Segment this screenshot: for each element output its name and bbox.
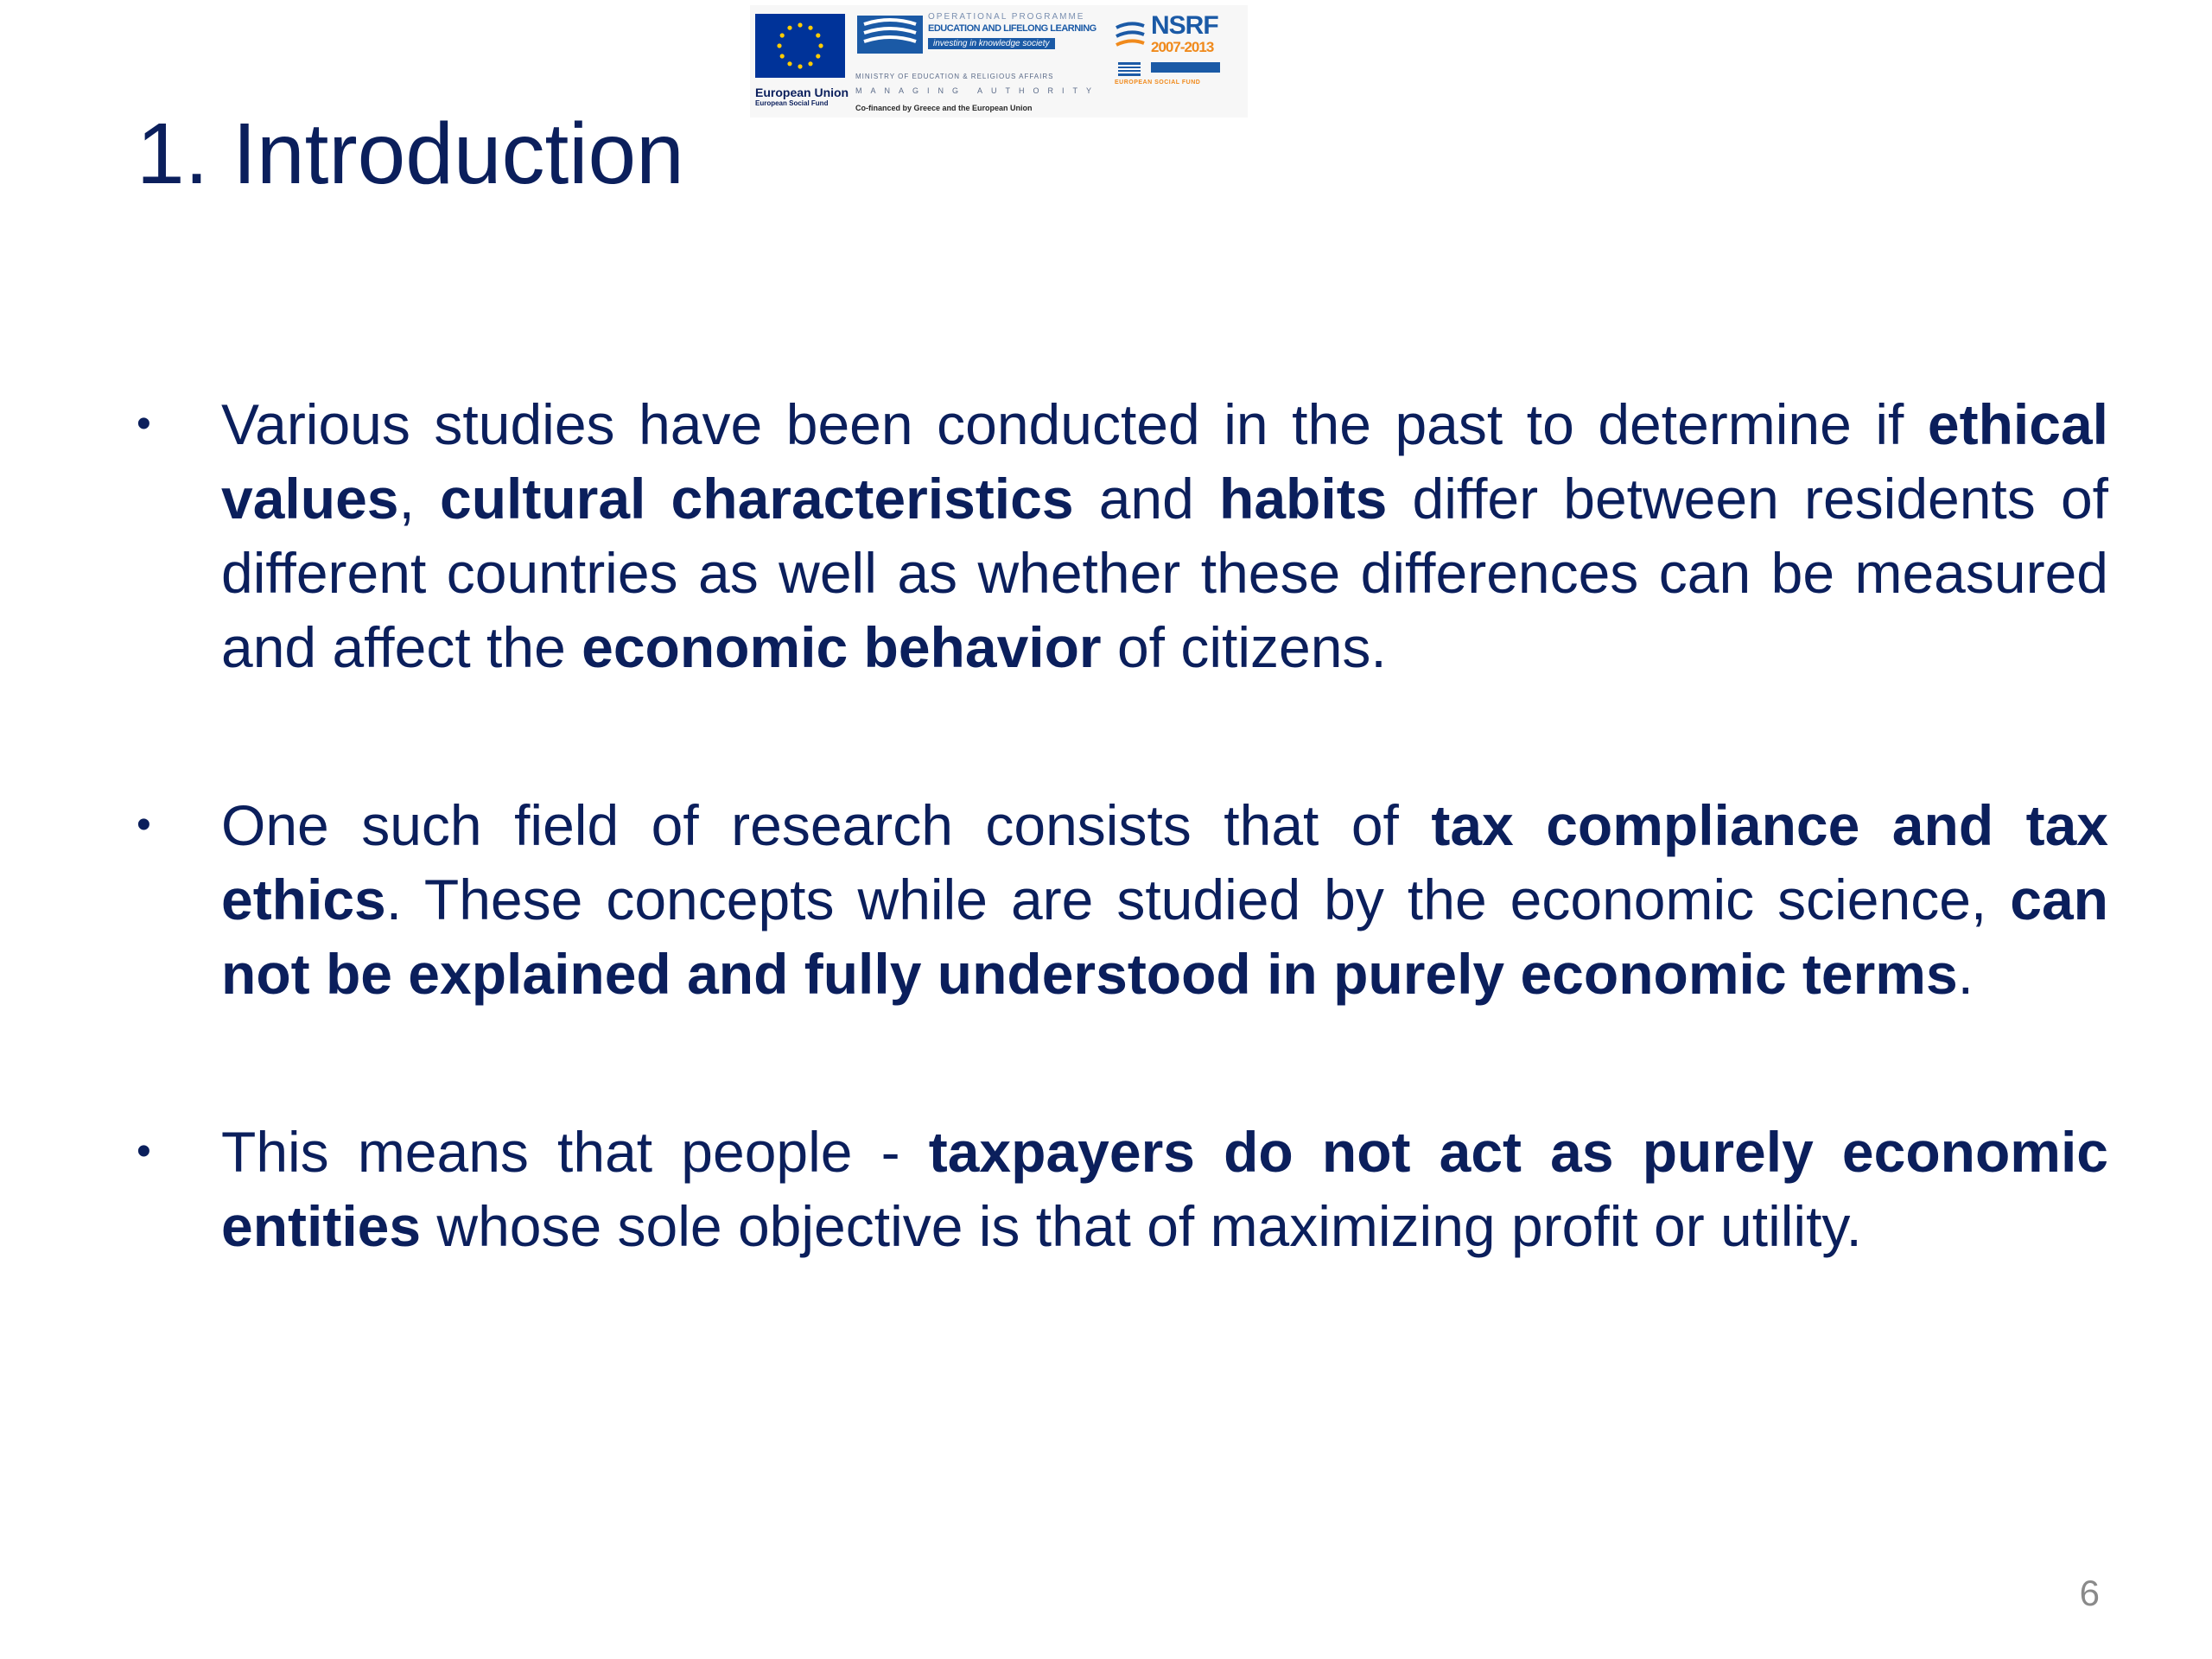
eu-star-icon xyxy=(816,33,820,37)
nsrf-name-text: NSRF xyxy=(1151,11,1218,40)
page-number: 6 xyxy=(2079,1573,2100,1613)
eu-star-icon xyxy=(808,26,812,30)
cofinanced-text: Co-financed by Greece and the European Union xyxy=(855,104,1033,112)
op-slogan-text: investing in knowledge society xyxy=(928,38,1055,49)
bullet-1-text: Various studies have been conducted in the past to determine if xyxy=(221,392,1928,456)
bullet-item-2 xyxy=(130,788,2108,1011)
bullet-icon: • xyxy=(137,1128,151,1174)
bullet-1-bold: cultural characteristics xyxy=(440,467,1074,531)
bullet-item-3 xyxy=(130,1115,2108,1263)
bullet-list xyxy=(130,387,2108,1263)
nsrf-fund-text: EUROPEAN SOCIAL FUND xyxy=(1115,79,1201,86)
eu-star-icon xyxy=(780,54,785,58)
nsrf-bar xyxy=(1151,62,1220,73)
bullet-1-text: , xyxy=(398,467,440,531)
eu-name-text: European Union xyxy=(755,86,849,99)
bullet-2-text: . xyxy=(1957,942,1974,1006)
eu-star-icon xyxy=(816,54,820,58)
funding-logos-banner xyxy=(750,5,1248,118)
bullet-3-text: whose sole objective is that of maximizing profit or utility. xyxy=(421,1194,1862,1258)
bullet-icon: • xyxy=(137,401,151,447)
nsrf-swoosh-icon xyxy=(1115,19,1146,50)
eu-star-icon xyxy=(808,61,812,66)
bullet-icon: • xyxy=(137,802,151,848)
eu-logo xyxy=(755,14,847,107)
eu-star-icon xyxy=(787,26,791,30)
bullet-3-text: This means that people - xyxy=(221,1120,929,1184)
eu-star-icon xyxy=(780,33,785,37)
eu-star-icon xyxy=(787,61,791,66)
greek-flag-icon xyxy=(1118,62,1141,76)
eu-star-icon xyxy=(798,22,802,27)
bullet-1-text: and xyxy=(1073,467,1220,531)
eu-star-icon xyxy=(818,43,823,48)
bullet-2-text: . These concepts while are studied by the economic science, xyxy=(385,868,2011,931)
slide-title: 1. Introduction xyxy=(137,105,684,202)
bullet-item-1 xyxy=(130,387,2108,684)
bullet-2-bold: can not be explained and fully understood in purely economic terms xyxy=(221,868,2108,1006)
bullet-1-text: differ between residents of different countries as well as whether these differences can be measured and affect the xyxy=(221,467,2108,679)
bullet-1-bold: economic behavior xyxy=(582,615,1102,679)
nsrf-years-text: 2007-2013 xyxy=(1151,39,1214,55)
bullet-2-bold: tax compliance and tax ethics xyxy=(221,793,2108,931)
op-title-text: OPERATIONAL PROGRAMME xyxy=(928,12,1085,22)
bullet-3-bold: taxpayers do not act as purely economic entities xyxy=(221,1120,2108,1258)
eu-flag-icon xyxy=(755,14,845,78)
eu-star-icon xyxy=(777,43,781,48)
bullet-1-bold: ethical values xyxy=(221,392,2108,531)
op-subtitle-text: EDUCATION AND LIFELONG LEARNING xyxy=(928,23,1096,34)
eu-fund-text: European Social Fund xyxy=(755,99,829,107)
managing-authority-text: MANAGING AUTHORITY xyxy=(855,86,1101,95)
bullet-1-bold: habits xyxy=(1219,467,1388,531)
open-book-icon xyxy=(855,12,925,57)
ministry-text: MINISTRY OF EDUCATION & RELIGIOUS AFFAIRS xyxy=(855,73,1054,80)
eu-star-icon xyxy=(798,64,802,68)
bullet-1-text: of citizens. xyxy=(1101,615,1387,679)
bullet-2-text: One such field of research consists that of xyxy=(221,793,1432,857)
